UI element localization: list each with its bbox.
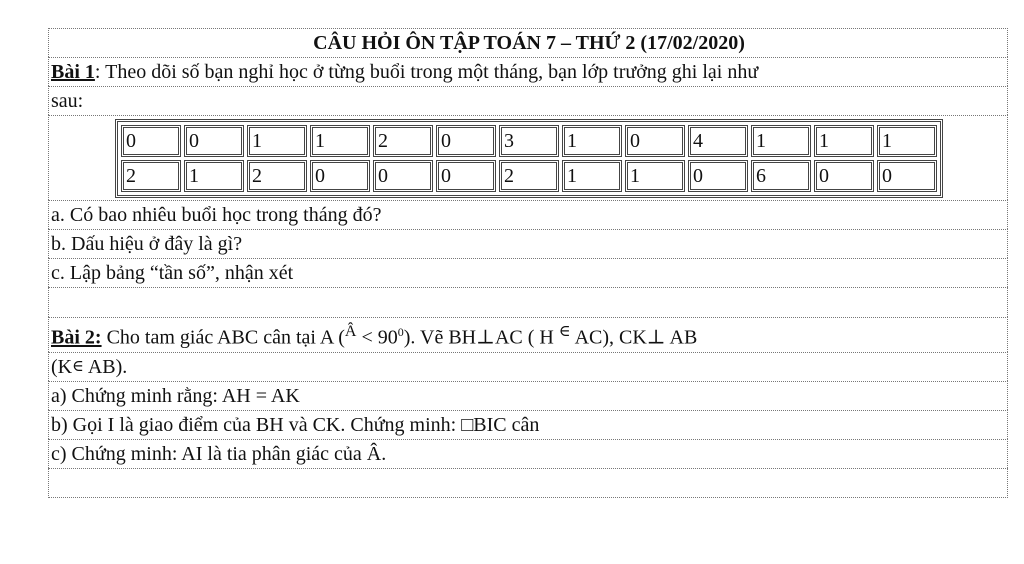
table-cell: 0 bbox=[121, 125, 181, 157]
table-cell: 1 bbox=[562, 125, 622, 157]
angle-a-symbol: Â bbox=[344, 323, 357, 340]
bai2-text-b: < 90 bbox=[356, 326, 398, 349]
bai2-text-d: AC ( H bbox=[494, 326, 559, 349]
bai2-text-c: ). Vẽ BH bbox=[403, 326, 477, 349]
table-cell: 1 bbox=[184, 160, 244, 192]
bai2-question-a: a) Chứng minh rằng: AH = AK bbox=[48, 381, 1008, 410]
bai2-text-f: AB bbox=[665, 326, 698, 349]
element-of-symbol: ∈ bbox=[558, 323, 571, 340]
bai2-intro-cont bbox=[48, 352, 1008, 381]
perpendicular-symbol: ⊥ bbox=[476, 326, 495, 349]
table-cell: 0 bbox=[625, 125, 685, 157]
table-cell: 0 bbox=[373, 160, 433, 192]
table-cell: 1 bbox=[625, 160, 685, 192]
table-cell: 0 bbox=[436, 160, 496, 192]
table-row bbox=[121, 160, 937, 192]
table-cell: 1 bbox=[562, 160, 622, 192]
table-cell: 0 bbox=[310, 160, 370, 192]
blank-line bbox=[48, 468, 1008, 498]
table-cell: 6 bbox=[751, 160, 811, 192]
data-table-wrap bbox=[48, 115, 1008, 200]
document-page bbox=[48, 28, 1008, 498]
table-cell: 2 bbox=[121, 160, 181, 192]
bai2-label: Bài 2: bbox=[51, 326, 102, 349]
degree-mark: 0 bbox=[397, 325, 404, 339]
bai1-question-b: b. Dấu hiệu ở đây là gì? bbox=[48, 229, 1008, 258]
bai1-intro bbox=[48, 57, 1008, 86]
perpendicular-symbol: ⊥ bbox=[646, 326, 666, 349]
element-of-symbol: ∈ bbox=[72, 357, 84, 375]
bai1-question-a: a. Có bao nhiêu buổi học trong tháng đó? bbox=[48, 200, 1008, 229]
bai2-question-b: b) Gọi I là giao điểm của BH và CK. Chứng minh: □BIC cân bbox=[48, 410, 1008, 439]
bai2-text-h: AB). bbox=[83, 355, 128, 378]
table-cell: 2 bbox=[373, 125, 433, 157]
table-cell: 1 bbox=[751, 125, 811, 157]
absence-table bbox=[115, 119, 943, 198]
table-cell: 1 bbox=[310, 125, 370, 157]
table-cell: 4 bbox=[688, 125, 748, 157]
table-cell: 1 bbox=[814, 125, 874, 157]
table-cell: 1 bbox=[877, 125, 937, 157]
table-cell: 3 bbox=[499, 125, 559, 157]
table-cell: 0 bbox=[688, 160, 748, 192]
table-cell: 2 bbox=[247, 160, 307, 192]
table-cell: 1 bbox=[247, 125, 307, 157]
table-cell: 0 bbox=[814, 160, 874, 192]
table-cell: 0 bbox=[184, 125, 244, 157]
bai1-intro-cont: sau: bbox=[48, 86, 1008, 115]
bai2-text-g: (K bbox=[51, 355, 73, 378]
table-cell: 0 bbox=[877, 160, 937, 192]
table-row bbox=[121, 125, 937, 157]
page-title: CÂU HỎI ÔN TẬP TOÁN 7 – THỨ 2 (17/02/2020) bbox=[48, 28, 1008, 57]
bai2-text-e: AC), CK bbox=[570, 326, 647, 349]
table-cell: 2 bbox=[499, 160, 559, 192]
blank-line bbox=[48, 287, 1008, 317]
table-cell: 0 bbox=[436, 125, 496, 157]
bai2-intro bbox=[48, 317, 1008, 352]
bai2-text-a: Cho tam giác ABC cân tại A ( bbox=[101, 326, 345, 349]
bai1-text: : Theo dõi số bạn nghỉ học ở từng buổi trong một tháng, bạn lớp trưởng ghi lại như bbox=[94, 61, 759, 83]
bai1-question-c: c. Lập bảng “tần số”, nhận xét bbox=[48, 258, 1008, 287]
bai1-label: Bài 1 bbox=[51, 61, 95, 83]
bai2-question-c: c) Chứng minh: AI là tia phân giác của Â. bbox=[48, 439, 1008, 468]
